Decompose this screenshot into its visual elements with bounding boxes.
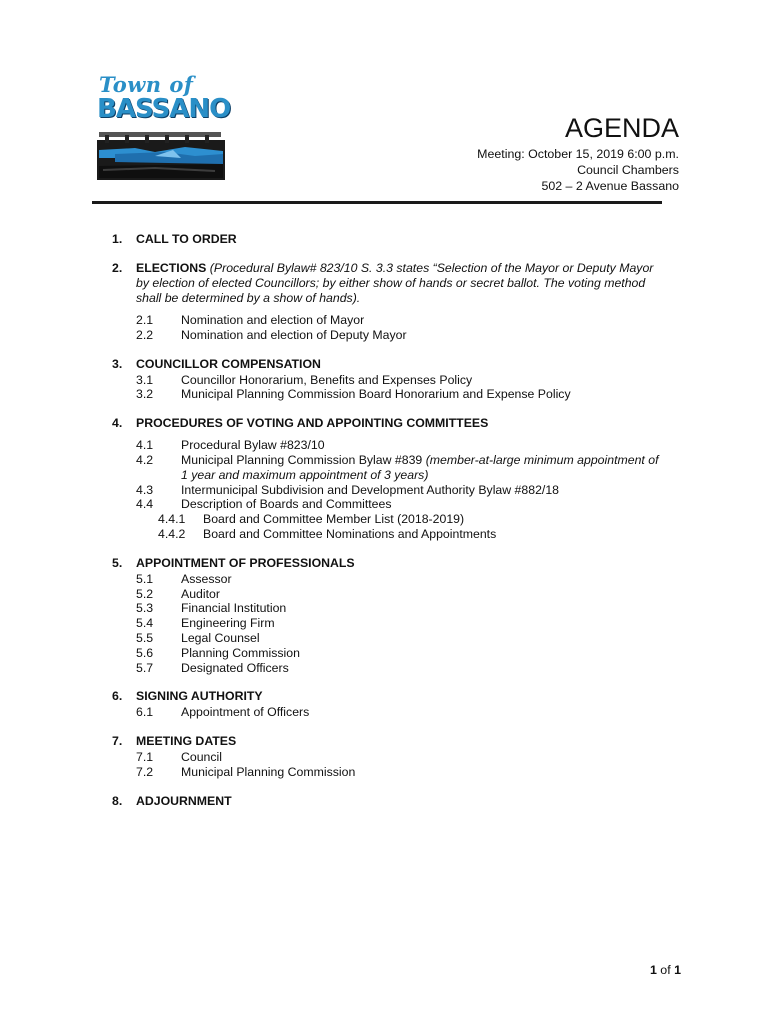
item-title: CALL TO ORDER	[136, 232, 237, 246]
sub-item: 7.1 Council	[136, 750, 223, 765]
item-number: 6.	[112, 689, 123, 704]
sub-item: 2.1 Nomination and election of Mayor	[136, 313, 365, 327]
sub-sub-item: 4.4.2 Board and Committee Nominations and Appointments	[158, 526, 497, 541]
item-number: 8.	[112, 793, 123, 808]
item-description: by election of elected Councillors; by either show of hands or secret ballot. The voting method	[136, 276, 646, 290]
sub-item: 6.1 Appointment of Officers	[136, 705, 310, 720]
page-of: of	[660, 963, 671, 977]
item-number: 3.	[112, 356, 123, 371]
item-title: MEETING DATES	[136, 734, 237, 749]
agenda-title: AGENDA	[564, 113, 679, 143]
meeting-datetime: Meeting: October 15, 2019 6:00 p.m.	[477, 147, 679, 161]
logo-name-text: BASSANO	[97, 94, 231, 124]
town-logo	[95, 74, 230, 184]
sub-item: 3.1 Councillor Honorarium, Benefits and Expenses Policy	[136, 372, 473, 387]
sub-item: 4.3 Intermunicipal Subdivision and Development Authority Bylaw #882/18	[136, 482, 560, 497]
item-number: 5.	[112, 555, 123, 570]
item-description: shall be determined by a show of hands).	[136, 291, 361, 305]
agenda-item	[112, 794, 682, 809]
sub-item: 5.3 Financial Institution	[136, 601, 287, 616]
sub-item: 4.1 Procedural Bylaw #823/10	[136, 438, 325, 453]
item-description: (Procedural Bylaw# 823/10 S. 3.3 states “Selection of the Mayor or Deputy Mayor	[209, 261, 654, 275]
sub-item: 5.7 Designated Officers	[136, 660, 289, 675]
agenda-item	[112, 734, 682, 780]
header-divider	[92, 201, 662, 204]
sub-item: 5.1 Assessor	[136, 571, 232, 586]
agenda-item	[112, 556, 682, 676]
agenda-item	[112, 416, 682, 542]
logo-bridge-art	[95, 126, 227, 182]
sub-item: 5.4 Engineering Firm	[136, 616, 275, 631]
meeting-info	[477, 146, 679, 194]
item-title: COUNCILLOR COMPENSATION	[136, 356, 321, 371]
item-title: APPOINTMENT OF PROFESSIONALS	[136, 555, 355, 570]
page-number	[650, 963, 681, 977]
agenda-item	[112, 261, 682, 343]
meeting-address: 502 – 2 Avenue Bassano	[541, 179, 679, 193]
item-title: PROCEDURES OF VOTING AND APPOINTING COMMITTEES	[136, 416, 489, 431]
item-title: ELECTIONS	[136, 261, 207, 275]
sub-item-continued: 1 year and maximum appointment of 3 years)	[181, 467, 429, 482]
item-number: 1.	[112, 232, 123, 246]
sub-sub-item: 4.4.1 Board and Committee Member List (2018-2019)	[158, 512, 465, 527]
agenda-item	[112, 357, 682, 403]
sub-item: 3.2 Municipal Planning Commission Board Honorarium and Expense Policy	[136, 387, 571, 402]
sub-item: 2.2 Nomination and election of Deputy Mayor	[136, 327, 407, 342]
sub-item: 4.4 Description of Boards and Committees	[136, 497, 392, 512]
logo-town-text: Town of	[99, 72, 194, 97]
item-number: 4.	[112, 416, 123, 431]
agenda-list	[112, 232, 682, 823]
agenda-item	[112, 689, 682, 720]
total-pages: 1	[674, 963, 681, 977]
agenda-item	[112, 232, 682, 247]
sub-item: 5.6 Planning Commission	[136, 645, 300, 660]
sub-item: 7.2 Municipal Planning Commission	[136, 764, 356, 779]
sub-item: 5.5 Legal Counsel	[136, 630, 260, 645]
item-title: SIGNING AUTHORITY	[136, 689, 263, 704]
sub-item: 5.2 Auditor	[136, 586, 220, 601]
item-number: 2.	[112, 261, 123, 275]
meeting-location: Council Chambers	[577, 163, 679, 177]
item-title: ADJOURNMENT	[136, 793, 232, 808]
item-number: 7.	[112, 734, 123, 749]
sub-item: 4.2 Municipal Planning Commission Bylaw #839 (member-at-large minimum appointment of	[136, 452, 659, 467]
current-page: 1	[649, 963, 657, 977]
